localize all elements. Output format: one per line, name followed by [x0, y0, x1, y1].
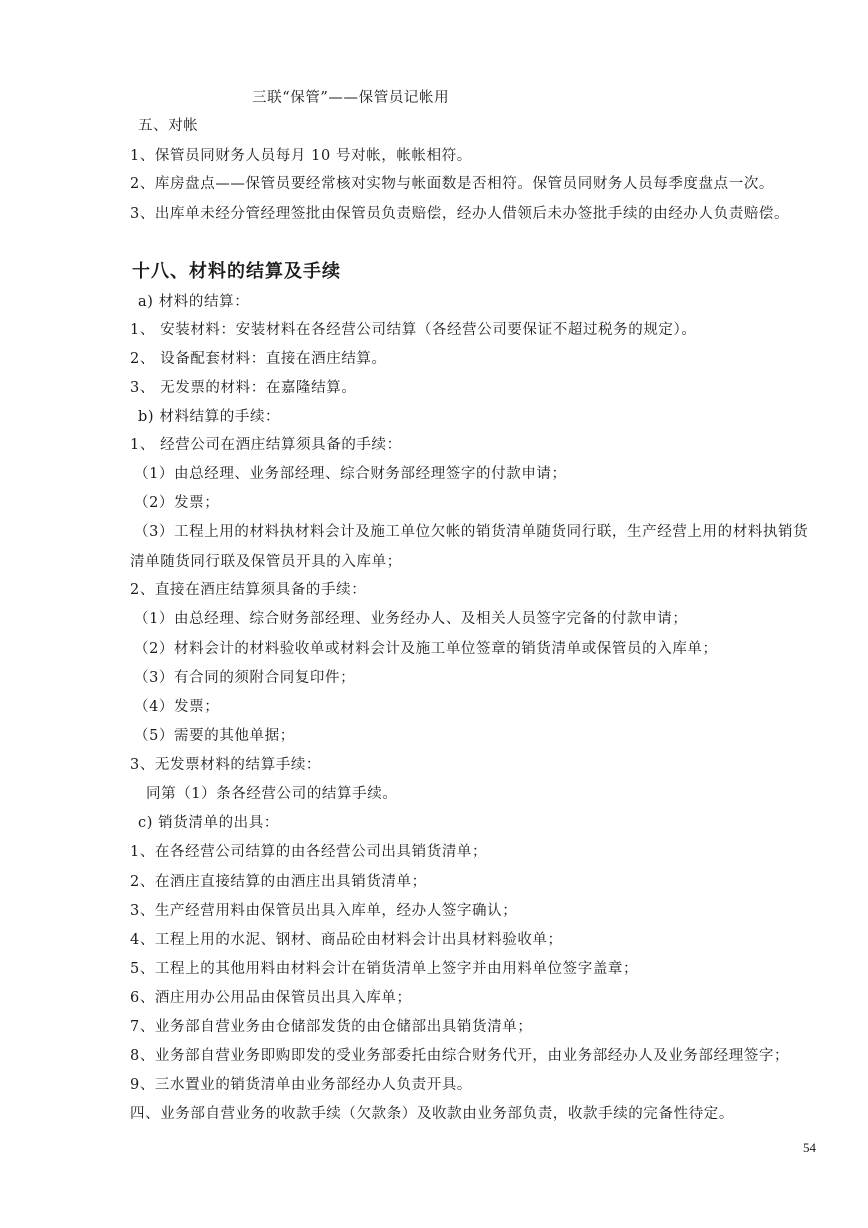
text-line: 清单随货同行联及保管员开具的入库单；	[130, 554, 402, 570]
text-line: （1）由总经理、综合财务部经理、业务经办人、及相关人员签字完备的付款申请；	[134, 611, 688, 627]
text-line: 7、业务部自营业务由仓储部发货的由仓储部出具销货清单；	[130, 1019, 533, 1035]
text-line: 五、对帐	[138, 118, 199, 134]
text-line: （5）需要的其他单据；	[134, 728, 295, 744]
text-line: 3、无发票材料的结算手续：	[130, 757, 322, 773]
text-line: b) 材料结算的手续：	[138, 409, 281, 425]
text-line: 1、 安装材料：安装材料在各经营公司结算（各经营公司要保证不超过税务的规定）。	[130, 322, 697, 338]
text-line: 3、出库单未经分管经理签批由保管员负责赔偿，经办人借领后未办签批手续的由经办人负责赔偿。	[130, 206, 790, 222]
text-line: （3）工程上用的材料执材料会计及施工单位欠帐的销货清单随货同行联，生产经营上用的材料执销货	[134, 524, 809, 540]
text-line: 1、 经营公司在酒庄结算须具备的手续：	[130, 437, 402, 453]
text-line: a) 材料的结算：	[138, 294, 250, 310]
text-line: 6、酒庄用办公用品由保管员出具入库单；	[130, 990, 412, 1006]
text-line: （3）有合同的须附合同复印件；	[134, 670, 356, 686]
text-line: （2）发票；	[134, 495, 220, 511]
text-line: 9、三水置业的销货清单由业务部经办人负责开具。	[130, 1077, 473, 1093]
text-line: 2、库房盘点——保管员要经常核对实物与帐面数是否相符。保管员同财务人员每季度盘点一次。	[130, 176, 775, 192]
text-line: 三联“保管”——保管员记帐用	[252, 90, 450, 106]
text-line: c) 销货清单的出具：	[138, 815, 279, 831]
text-line: （4）发票；	[134, 699, 220, 715]
text-line: （1）由总经理、业务部经理、综合财务部经理签字的付款申请；	[134, 466, 567, 482]
text-line: 1、保管员同财务人员每月 10 号对帐，帐帐相符。	[130, 148, 472, 164]
text-line: 1、在各经营公司结算的由各经营公司出具销货清单；	[130, 844, 488, 860]
text-line: 四、业务部自营业务的收款手续（欠款条）及收款由业务部负责，收款手续的完备性待定。	[130, 1106, 734, 1122]
text-line: 3、生产经营用料由保管员出具入库单，经办人签字确认；	[130, 903, 518, 919]
section-heading: 十八、材料的结算及手续	[132, 261, 341, 282]
text-line: 5、工程上的其他用料由材料会计在销货清单上签字并由用料单位签字盖章；	[130, 961, 639, 977]
text-line: 2、直接在酒庄结算须具备的手续：	[130, 582, 367, 598]
text-line: 4、工程上用的水泥、钢材、商品砼由材料会计出具材料验收单；	[130, 932, 563, 948]
text-line: 3、 无发票的材料：在嘉隆结算。	[130, 380, 357, 396]
text-line: 8、业务部自营业务即购即发的受业务部委托由综合财务代开，由业务部经办人及业务部经理签字；	[130, 1048, 790, 1064]
text-line: 同第（1）条各经营公司的结算手续。	[146, 786, 398, 802]
text-line: （2）材料会计的材料验收单或材料会计及施工单位签章的销货清单或保管员的入库单；	[134, 641, 718, 657]
text-line: 2、 设备配套材料：直接在酒庄结算。	[130, 351, 387, 367]
page-number: 54	[803, 1140, 816, 1155]
text-line: 2、在酒庄直接结算的由酒庄出具销货清单；	[130, 874, 427, 890]
